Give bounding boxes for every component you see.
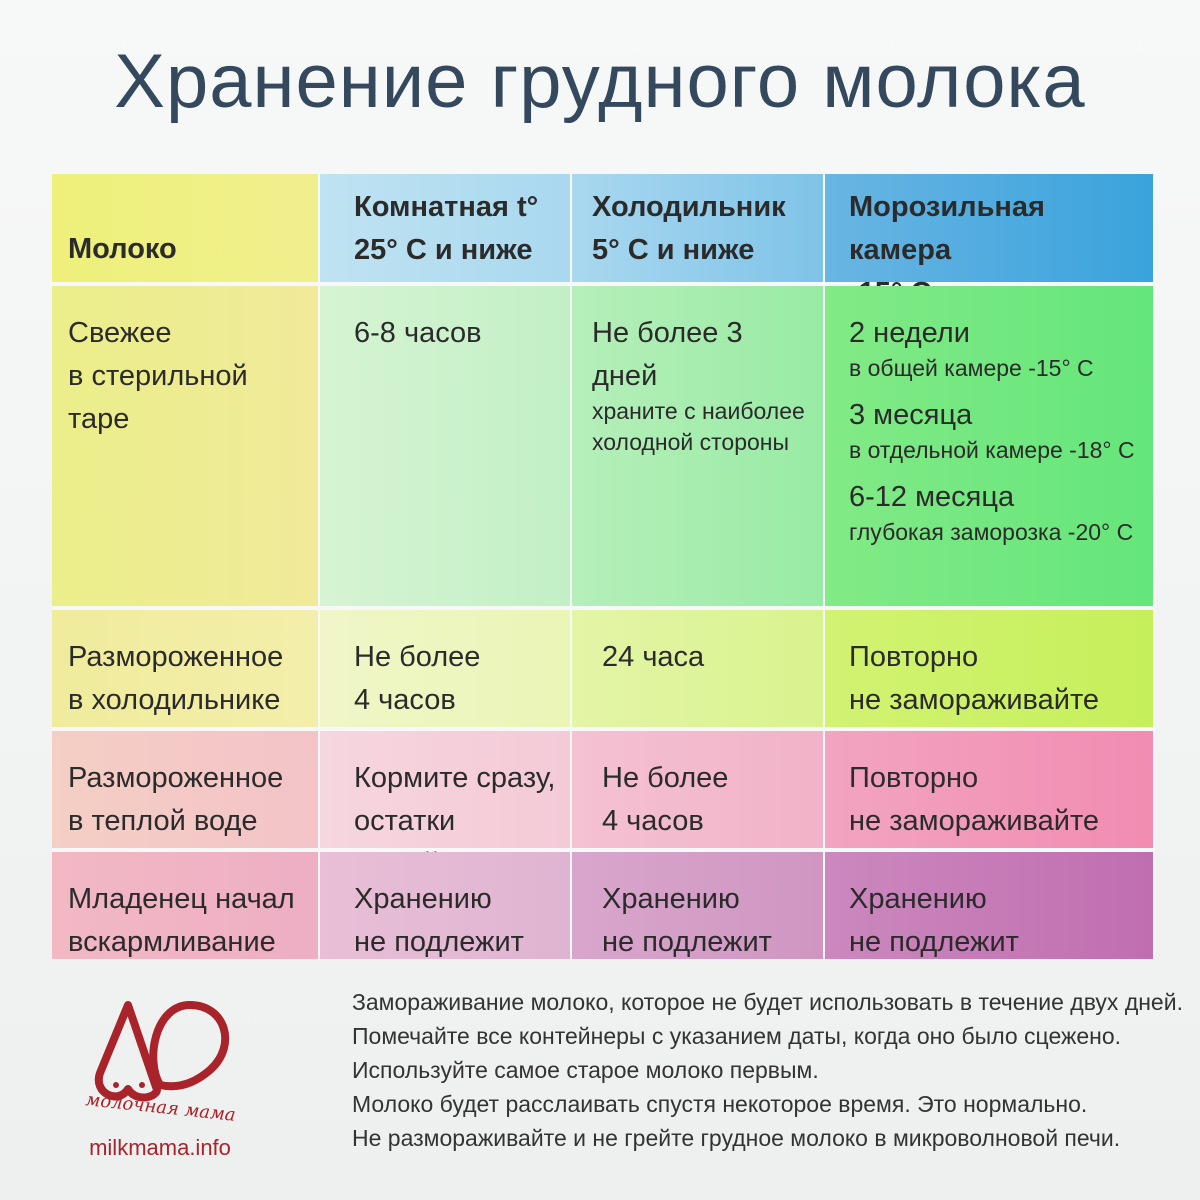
header-freezer xyxy=(825,174,1153,282)
row-thawed-water-room-text: Кормите сразу, остатки xyxy=(354,762,556,837)
milkmama-logo xyxy=(60,985,260,1126)
logo-dot xyxy=(139,1082,145,1088)
row-thawed-fridge-freezer xyxy=(825,610,1153,727)
note-item: Не размораживайте и не грейте грудное молоко в микроволновой печи. xyxy=(352,1125,1121,1151)
freezer-option-note: глубокая заморозка -20° С xyxy=(849,519,1134,545)
row-feeding-label-text: Младенец начал вскармливание xyxy=(68,883,295,958)
row-thawed-fridge-fridge xyxy=(572,610,823,727)
row-fresh-label xyxy=(52,286,318,606)
row-thawed-water-room xyxy=(320,731,570,848)
header-room xyxy=(320,174,570,282)
header-room-label: Комнатная t° 25° С и ниже xyxy=(354,191,539,266)
row-thawed-fridge-fridge-text: 24 часа xyxy=(602,641,705,673)
storage-table xyxy=(52,174,1155,958)
logo-script: молочная мама xyxy=(84,1089,237,1126)
header-milk xyxy=(52,174,318,282)
row-thawed-water-fridge xyxy=(572,731,823,848)
row-feeding-fridge xyxy=(572,852,823,959)
freezer-option-main: 6-12 месяца xyxy=(849,481,1015,513)
row-feeding-room xyxy=(320,852,570,959)
row-thawed-fridge-freezer-text: Повторно не замораживайте xyxy=(849,641,1100,716)
row-thawed-water-freezer-text: Повторно не замораживайте xyxy=(849,762,1100,837)
header-fridge xyxy=(572,174,823,282)
page-title: Хранение грудного молока xyxy=(114,39,1086,124)
row-fresh-label-text: Свежее в стерильной таре xyxy=(68,317,248,435)
row-feeding-label xyxy=(52,852,318,959)
header-milk-label: Молоко xyxy=(68,233,177,265)
row-feeding-freezer xyxy=(825,852,1153,959)
freezer-option-main: 3 месяца xyxy=(849,399,973,431)
row-thawed-water-label-text: Размороженное в теплой воде xyxy=(68,762,284,837)
logo-dot xyxy=(113,1082,119,1088)
row-thawed-fridge-label xyxy=(52,610,318,727)
freezer-option-note: в отдельной камере -18° С xyxy=(849,437,1135,463)
note-item: Используйте самое старое молоко первым. xyxy=(352,1057,819,1083)
row-fresh-fridge-note: храните с наиболее холодной стороны xyxy=(592,398,805,455)
row-fresh-fridge-text: Не более 3 дней xyxy=(592,317,743,392)
header-fridge-label: Холодильник 5° С и ниже xyxy=(592,191,786,266)
row-feeding-fridge-text: Хранению не подлежит xyxy=(602,883,772,958)
row-fresh-freezer xyxy=(825,286,1153,606)
row-thawed-fridge-label-text: Размороженное в холодильнике xyxy=(68,641,284,716)
row-thawed-fridge-room-text: Не более 4 часов xyxy=(354,641,481,716)
note-item: Молоко будет расслаивать спустя некоторое время. Это нормально. xyxy=(352,1091,1088,1117)
freezer-option-main: 2 недели xyxy=(849,317,970,349)
row-feeding-room-text: Хранению не подлежит xyxy=(354,883,524,958)
header-freezer-label: Морозильная камера xyxy=(849,191,1045,266)
row-fresh-fridge xyxy=(572,286,823,606)
row-thawed-water-label xyxy=(52,731,318,848)
site-link[interactable]: milkmama.info xyxy=(89,1135,231,1160)
row-fresh-room xyxy=(320,286,570,606)
notes-list xyxy=(352,985,1192,1155)
logo-drop-left xyxy=(99,1005,157,1098)
freezer-option-note: в общей камере -15° С xyxy=(849,355,1094,381)
row-thawed-fridge-room xyxy=(320,610,570,727)
row-thawed-water-freezer xyxy=(825,731,1153,848)
note-item: Помечайте все контейнеры с указанием даты, когда оно было сцежено. xyxy=(352,1023,1122,1049)
row-feeding-freezer-text: Хранению не подлежит xyxy=(849,883,1019,958)
note-item: Замораживание молоко, которое не будет использовать в течение двух дней. xyxy=(352,989,1183,1015)
logo-heart-right xyxy=(153,1005,225,1086)
row-thawed-water-fridge-text: Не более 4 часов xyxy=(602,762,729,837)
row-fresh-room-text: 6-8 часов xyxy=(354,317,482,349)
